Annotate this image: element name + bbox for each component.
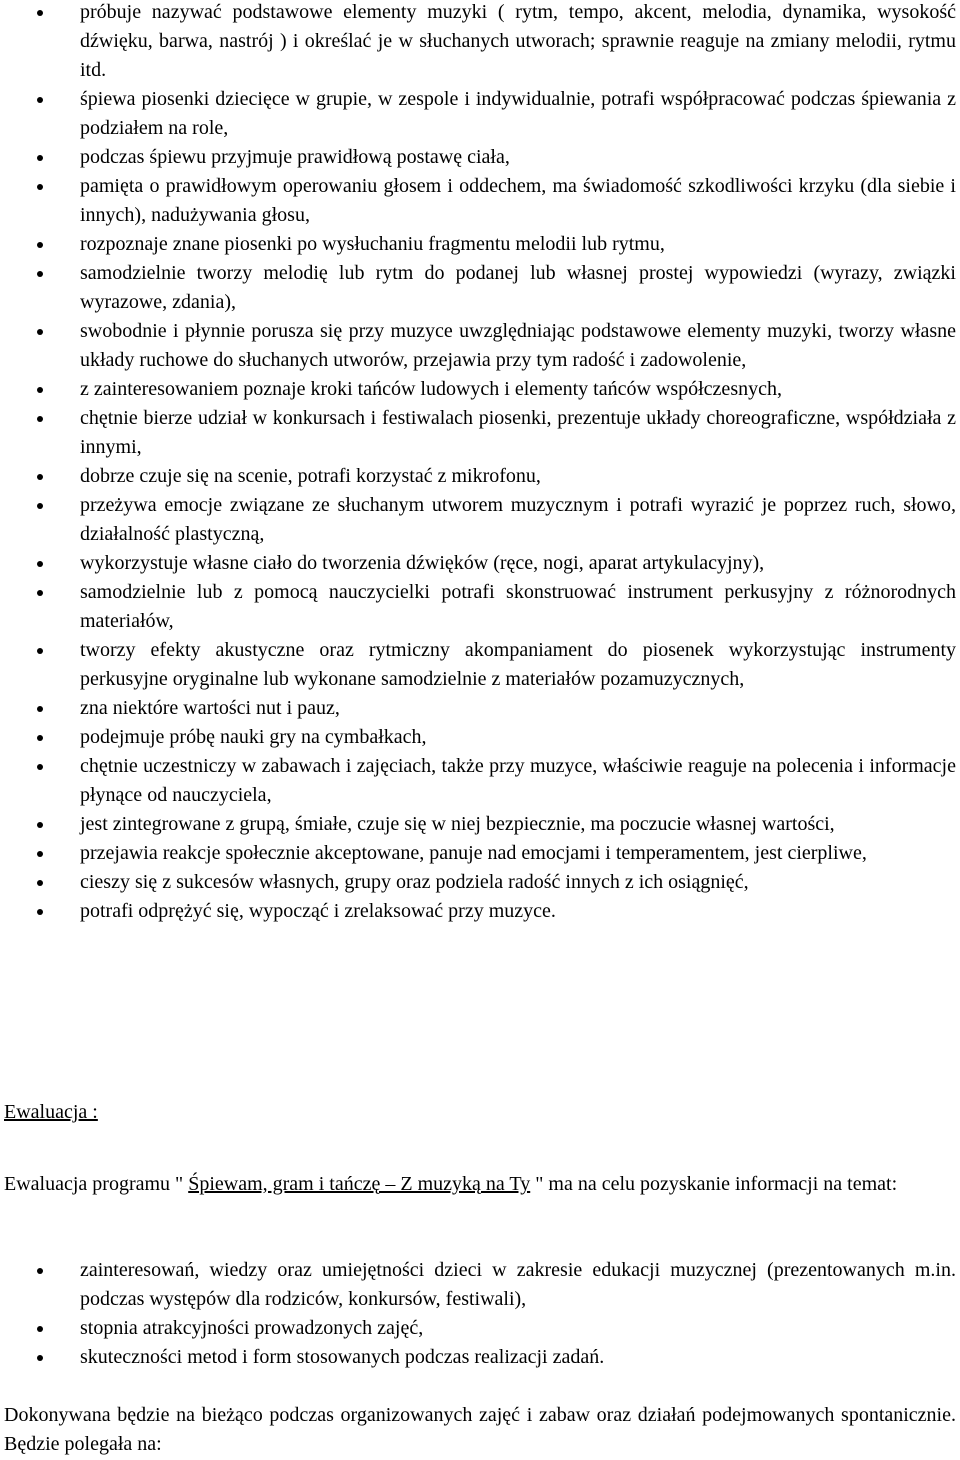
bullet-icon [37,1326,43,1332]
list-item-text: chętnie bierze udział w konkursach i festiwalach piosenki, prezentuje układy choreograficzne, współdziała z innymi, [80,407,956,458]
skill-list-item [0,810,960,839]
bullet-icon [37,155,43,161]
list-item-text: jest zintegrowane z grupą, śmiałe, czuje się w niej bezpiecznie, ma poczucie własnej wartości, [80,813,835,835]
bullet-icon [37,242,43,248]
bullet-icon [37,880,43,886]
list-item-text: cieszy się z sukcesów własnych, grupy oraz podziela radość innych z ich osiągnięć, [80,871,749,893]
list-item-text: przeżywa emocje związane ze słuchanym utworem muzycznym i potrafi wyrazić je poprzez ruch, słowo, działalność plastyczną, [80,494,956,545]
bullet-icon [37,851,43,857]
evaluation-topic-item [0,1314,960,1343]
bullet-icon [37,184,43,190]
bullet-icon [37,1268,43,1274]
bullet-icon [37,706,43,712]
skill-list-item [0,694,960,723]
program-title: Śpiewam, gram i tańczę – Z muzyką na Ty [188,1173,531,1195]
list-item-text: pamięta o prawidłowym operowaniu głosem i oddechem, ma świadomość szkodliwości krzyku (dla siebie i innych), nadużywania głosu, [80,175,956,226]
skill-list-item [0,375,960,404]
bullet-icon [37,97,43,103]
list-item-text: tworzy efekty akustyczne oraz rytmiczny akompaniament do piosenek wykorzystując instrumenty perkusyjne oryginalne lub wykonane samodzielnie z materiałów pozamuzycznych, [80,639,956,690]
bullet-icon [37,909,43,915]
skill-list-item [0,868,960,897]
bullet-icon [37,590,43,596]
evaluation-intro-after: " ma na celu pozyskanie informacji na temat: [530,1173,898,1195]
skill-list-item [0,723,960,752]
list-item-text: dobrze czuje się na scenie, potrafi korzystać z mikrofonu, [80,465,541,487]
list-item-text: śpiewa piosenki dziecięce w grupie, w zespole i indywidualnie, potrafi współpracować podczas śpiewania z podziałem na role, [80,88,956,139]
list-item-text: samodzielnie tworzy melodię lub rytm do podanej lub własnej prostej wypowiedzi (wyrazy, związki wyrazowe, zdania), [80,262,956,313]
list-item-text: próbuje nazywać podstawowe elementy muzyki ( rytm, tempo, akcent, melodia, dynamika, wysokość dźwięku, barwa, nastrój ) i określać je w słuchanych utworach; sprawnie reaguje na zmiany melodii, rytmu itd. [80,1,956,81]
skill-list-item [0,897,960,926]
skill-list-item [0,172,960,230]
bullet-icon [37,764,43,770]
list-item-text: skuteczności metod i form stosowanych podczas realizacji zadań. [80,1346,605,1368]
skill-list-item [0,549,960,578]
list-item-text: przejawia reakcje społecznie akceptowane, panuje nad emocjami i temperamentem, jest cierpliwe, [80,842,867,864]
evaluation-intro [4,1170,956,1199]
skill-list-item [0,491,960,549]
bullet-icon [37,1355,43,1361]
bullet-icon [37,329,43,335]
skill-list-item [0,578,960,636]
skill-list-item [0,230,960,259]
evaluation-heading: Ewaluacja : [4,1101,98,1123]
bullet-icon [37,561,43,567]
skill-list-item [0,0,960,85]
evaluation-topic-item [0,1256,960,1314]
evaluation-topics-list [0,1256,960,1372]
list-item-text: z zainteresowaniem poznaje kroki tańców ludowych i elementy tańców współczesnych, [80,378,782,400]
final-paragraph: Dokonywana będzie na bieżąco podczas organizowanych zajęć i zabaw oraz działań podejmowanych spontanicznie. Będzie polegała na: [4,1404,956,1455]
bullet-icon [37,735,43,741]
skill-list-item [0,636,960,694]
list-item-text: chętnie uczestniczy w zabawach i zajęciach, także przy muzyce, właściwie reaguje na polecenia i informacje płynące od nauczyciela, [80,755,956,806]
bullet-icon [37,503,43,509]
list-item-text: rozpoznaje znane piosenki po wysłuchaniu fragmentu melodii lub rytmu, [80,233,665,255]
list-item-text: zna niektóre wartości nut i pauz, [80,697,340,719]
skill-list-item [0,752,960,810]
skill-list-item [0,462,960,491]
skill-list-item [0,404,960,462]
bullet-icon [37,271,43,277]
skill-list-item [0,143,960,172]
skill-list-item [0,839,960,868]
skill-list-item [0,259,960,317]
bullet-icon [37,10,43,16]
list-item-text: zainteresowań, wiedzy oraz umiejętności dzieci w zakresie edukacji muzycznej (prezentowanych m.in. podczas występów dla rodziców, konkursów, festiwali), [80,1259,956,1310]
list-item-text: samodzielnie lub z pomocą nauczycielki potrafi skonstruować instrument perkusyjny z różnorodnych materiałów, [80,581,956,632]
skill-list-item [0,85,960,143]
list-item-text: swobodnie i płynnie porusza się przy muzyce uwzględniając podstawowe elementy muzyki, tworzy własne układy ruchowe do słuchanych utworów, przejawia przy tym radość i zadowolenie, [80,320,956,371]
list-item-text: stopnia atrakcyjności prowadzonych zajęć, [80,1317,424,1339]
bullet-icon [37,822,43,828]
bullet-icon [37,387,43,393]
evaluation-topic-item [0,1343,960,1372]
list-item-text: wykorzystuje własne ciało do tworzenia dźwięków (ręce, nogi, aparat artykulacyjny), [80,552,765,574]
skill-list-item [0,317,960,375]
list-item-text: potrafi odprężyć się, wypocząć i zrelaksować przy muzyce. [80,900,556,922]
list-item-text: podejmuje próbę nauki gry na cymbałkach, [80,726,427,748]
evaluation-intro-before: Ewaluacja programu " [4,1173,189,1195]
list-item-text: podczas śpiewu przyjmuje prawidłową postawę ciała, [80,146,510,168]
bullet-icon [37,416,43,422]
bullet-icon [37,474,43,480]
bullet-icon [37,648,43,654]
